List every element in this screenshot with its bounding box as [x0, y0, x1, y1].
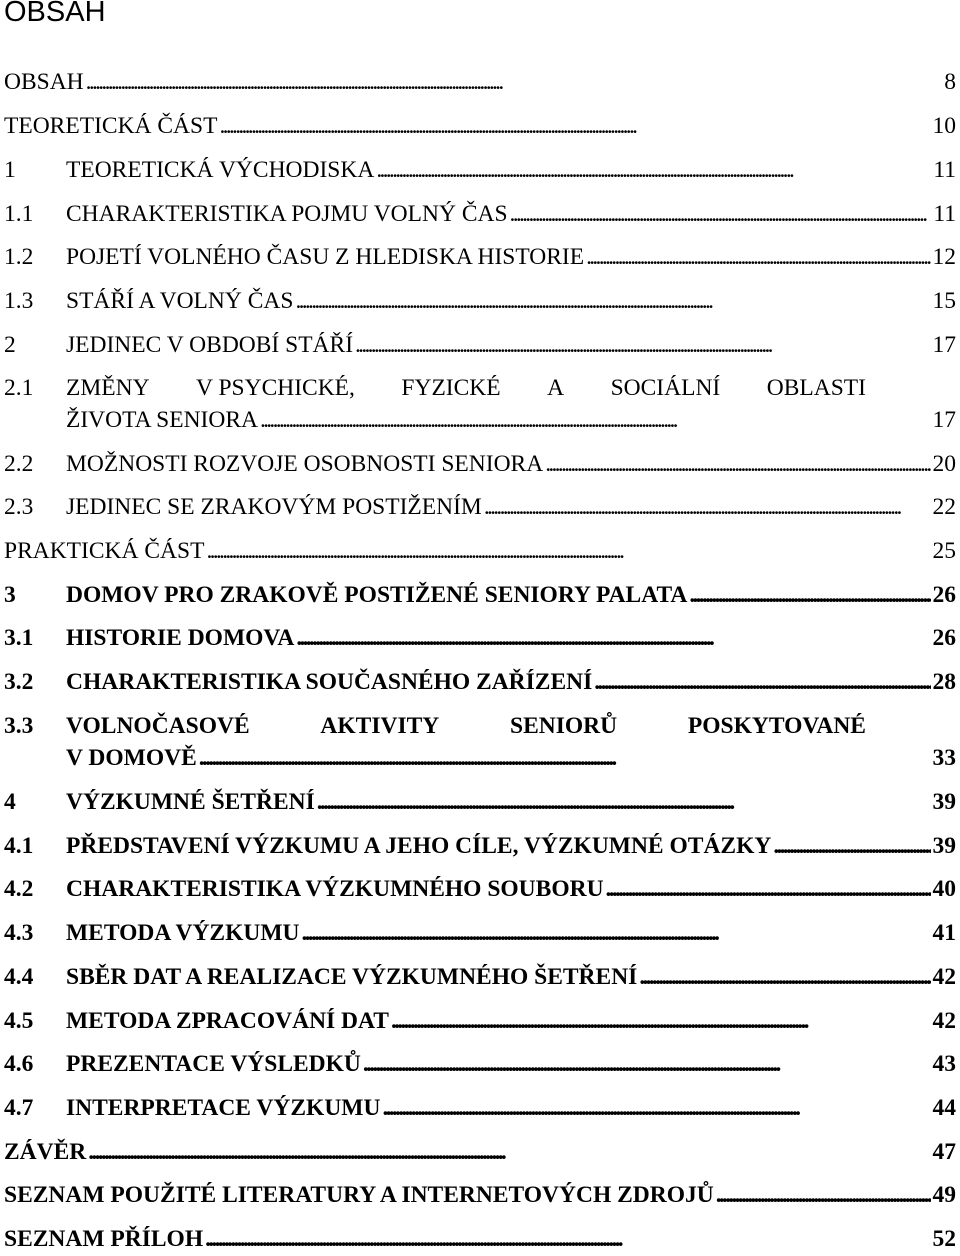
toc-entry-2[interactable] — [4, 328, 956, 362]
toc-word: VOLNOČASOVÉ — [66, 713, 250, 739]
dot-leader — [296, 621, 930, 655]
toc-entry-number: 4.1 — [4, 833, 34, 859]
toc-entry-page: 43 — [932, 1051, 956, 1077]
dot-leader — [205, 1222, 930, 1256]
toc-entry-4-1[interactable] — [4, 829, 956, 863]
toc-entry-title: V DOMOVĚ — [66, 745, 197, 771]
dot-leader — [295, 284, 930, 318]
toc-word: FYZICKÉ — [401, 375, 501, 401]
toc-entry-number: 2.3 — [4, 494, 34, 520]
toc-entry-page: 40 — [932, 876, 956, 902]
toc-entry-page: 33 — [932, 745, 956, 771]
toc-entry-title: MOŽNOSTI ROZVOJE OSOBNOSTI SENIORA — [66, 451, 544, 477]
dot-leader — [545, 447, 930, 481]
toc-entry-title: JEDINEC V OBDOBÍ STÁŘÍ — [66, 332, 354, 358]
dot-leader — [586, 240, 930, 274]
toc-entry-4-7[interactable] — [4, 1091, 956, 1125]
toc-entry-seznam-priloh[interactable] — [4, 1222, 956, 1256]
toc-entry-page: 42 — [932, 964, 956, 990]
toc-entry-seznam-literatury[interactable] — [4, 1178, 956, 1212]
toc-entry-title: METODA VÝZKUMU — [66, 920, 300, 946]
toc-entry-page: 39 — [932, 833, 956, 859]
toc-entry-3-1[interactable] — [4, 621, 956, 655]
toc-entry-obsah[interactable] — [4, 65, 956, 99]
toc-entry-title: HISTORIE DOMOVA — [66, 625, 295, 651]
toc-entry-number: 3.2 — [4, 669, 34, 695]
toc-entry-number: 4.4 — [4, 964, 34, 990]
toc-entry-page: 11 — [933, 157, 956, 183]
toc-entry-number: 2 — [4, 332, 16, 358]
toc-entry-number: 3.3 — [4, 713, 34, 739]
toc-entry-number: 2.2 — [4, 451, 34, 477]
toc-entry-title: DOMOV PRO ZRAKOVĚ POSTIŽENÉ SENIORY PALATA — [66, 582, 688, 608]
toc-entry-title: TEORETICKÁ ČÁST — [4, 113, 218, 139]
toc-entry-title: SEZNAM PŘÍLOH — [4, 1226, 204, 1252]
toc-entry-page: 41 — [932, 920, 956, 946]
toc-entry-3-3-line1[interactable] — [66, 709, 866, 743]
dot-leader — [594, 665, 930, 699]
toc-entry-page: 22 — [932, 494, 956, 520]
dot-leader — [302, 916, 931, 950]
toc-entry-title: ŽIVOTA SENIORA — [66, 407, 258, 433]
toc-entry-title: SBĚR DAT A REALIZACE VÝZKUMNÉHO ŠETŘENÍ — [66, 964, 638, 990]
toc-entry-page: 20 — [932, 451, 956, 477]
dot-leader — [639, 960, 930, 994]
toc-entry-number: 4.7 — [4, 1095, 34, 1121]
toc-entry-number: 1.3 — [4, 288, 34, 314]
toc-entry-title: POJETÍ VOLNÉHO ČASU Z HLEDISKA HISTORIE — [66, 244, 585, 270]
toc-entry-1-1[interactable] — [4, 197, 956, 231]
toc-entry-teoreticka-cast[interactable] — [4, 109, 956, 143]
dot-leader — [391, 1004, 931, 1038]
dot-leader — [260, 403, 931, 437]
toc-entry-title: CHARAKTERISTIKA VÝZKUMNÉHO SOUBORU — [66, 876, 604, 902]
toc-word: POSKYTOVANÉ — [687, 713, 866, 739]
toc-word: AKTIVITY — [320, 713, 440, 739]
toc-entry-title: METODA ZPRACOVÁNÍ DAT — [66, 1008, 389, 1034]
page-title: OBSAH — [4, 0, 106, 28]
dot-leader — [86, 65, 932, 99]
toc-entry-1[interactable] — [4, 153, 956, 187]
toc-entry-1-2[interactable] — [4, 240, 956, 274]
toc-entry-title: PŘEDSTAVENÍ VÝZKUMU A JEHO CÍLE, VÝZKUMNÉ OTÁZKY — [66, 833, 772, 859]
toc-word: A — [547, 375, 565, 401]
toc-entry-number: 3 — [4, 582, 16, 608]
toc-entry-2-1-line2[interactable] — [66, 403, 956, 437]
toc-entry-3-3-line2[interactable] — [66, 741, 956, 775]
toc-entry-4[interactable] — [4, 785, 956, 819]
dot-leader — [510, 197, 932, 231]
toc-entry-title: SEZNAM POUŽITÉ LITERATURY A INTERNETOVÝCH ZDROJŮ — [4, 1182, 714, 1208]
toc-entry-title: CHARAKTERISTIKA POJMU VOLNÝ ČAS — [66, 201, 508, 227]
toc-entry-page: 44 — [932, 1095, 956, 1121]
toc-entry-title: STÁŘÍ A VOLNÝ ČAS — [66, 288, 294, 314]
toc-entry-number: 4.6 — [4, 1051, 34, 1077]
toc-entry-title: CHARAKTERISTIKA SOUČASNÉHO ZAŘÍZENÍ — [66, 669, 593, 695]
dot-leader — [363, 1047, 931, 1081]
toc-entry-4-5[interactable] — [4, 1004, 956, 1038]
toc-entry-page: 47 — [932, 1139, 956, 1165]
toc-entry-3-2[interactable] — [4, 665, 956, 699]
toc-entry-page: 26 — [932, 625, 956, 651]
dot-leader — [88, 1135, 930, 1169]
toc-entry-title: PRAKTICKÁ ČÁST — [4, 538, 205, 564]
toc-entry-page: 26 — [932, 582, 956, 608]
toc-entry-1-3[interactable] — [4, 284, 956, 318]
toc-entry-page: 39 — [932, 789, 956, 815]
dot-leader — [484, 490, 931, 524]
toc-entry-4-6[interactable] — [4, 1047, 956, 1081]
toc-entry-2-1-line1[interactable] — [66, 371, 866, 405]
toc-word: SENIORŮ — [510, 713, 618, 739]
toc-entry-4-3[interactable] — [4, 916, 956, 950]
dot-leader — [773, 829, 930, 863]
dot-leader — [206, 534, 930, 568]
toc-entry-2-3[interactable] — [4, 490, 956, 524]
toc-entry-3[interactable] — [4, 578, 956, 612]
toc-word: V PSYCHICKÉ, — [196, 375, 355, 401]
toc-entry-title: ZÁVĚR — [4, 1139, 87, 1165]
toc-entry-4-2[interactable] — [4, 872, 956, 906]
toc-entry-4-4[interactable] — [4, 960, 956, 994]
toc-entry-title: INTERPRETACE VÝZKUMU — [66, 1095, 381, 1121]
toc-entry-page: 11 — [933, 201, 956, 227]
dot-leader — [382, 1091, 930, 1125]
dot-leader — [716, 1178, 931, 1212]
toc-entry-title: PREZENTACE VÝSLEDKŮ — [66, 1051, 361, 1077]
toc-entry-title: JEDINEC SE ZRAKOVÝM POSTIŽENÍM — [66, 494, 482, 520]
dot-leader — [317, 785, 931, 819]
toc-word: ZMĚNY — [66, 375, 150, 401]
dot-leader — [376, 153, 931, 187]
toc-word: SOCIÁLNÍ — [610, 375, 721, 401]
toc-entry-title: OBSAH — [4, 69, 84, 95]
toc-word: OBLASTI — [766, 375, 866, 401]
toc-entry-number: 2.1 — [4, 375, 34, 401]
toc-entry-title: TEORETICKÁ VÝCHODISKA — [66, 157, 375, 183]
toc-entry-number: 1.1 — [4, 201, 34, 227]
toc-entry-page: 17 — [932, 407, 956, 433]
toc-entry-page: 10 — [932, 113, 956, 139]
toc-entry-zaver[interactable] — [4, 1135, 956, 1169]
dot-leader — [355, 328, 930, 362]
toc-entry-2-2[interactable] — [4, 447, 956, 481]
toc-entry-page: 15 — [932, 288, 956, 314]
dot-leader — [199, 741, 931, 775]
dot-leader — [606, 872, 931, 906]
toc-entry-number: 1.2 — [4, 244, 34, 270]
toc-entry-page: 25 — [932, 538, 956, 564]
toc-entry-number: 4 — [4, 789, 16, 815]
dot-leader — [689, 578, 930, 612]
toc-entry-number: 4.5 — [4, 1008, 34, 1034]
toc-entry-page: 12 — [932, 244, 956, 270]
dot-leader — [219, 109, 930, 143]
toc-entry-number: 4.3 — [4, 920, 34, 946]
toc-entry-title: VÝZKUMNÉ ŠETŘENÍ — [66, 789, 315, 815]
toc-entry-page: 28 — [932, 669, 956, 695]
toc-entry-page: 52 — [932, 1226, 956, 1252]
toc-entry-page: 8 — [944, 69, 956, 95]
toc-entry-number: 1 — [4, 157, 16, 183]
toc-entry-prakticka-cast[interactable] — [4, 534, 956, 568]
toc-entry-number: 3.1 — [4, 625, 34, 651]
toc-entry-number: 4.2 — [4, 876, 34, 902]
toc-entry-page: 42 — [932, 1008, 956, 1034]
toc-entry-page: 49 — [932, 1182, 956, 1208]
toc-entry-page: 17 — [932, 332, 956, 358]
